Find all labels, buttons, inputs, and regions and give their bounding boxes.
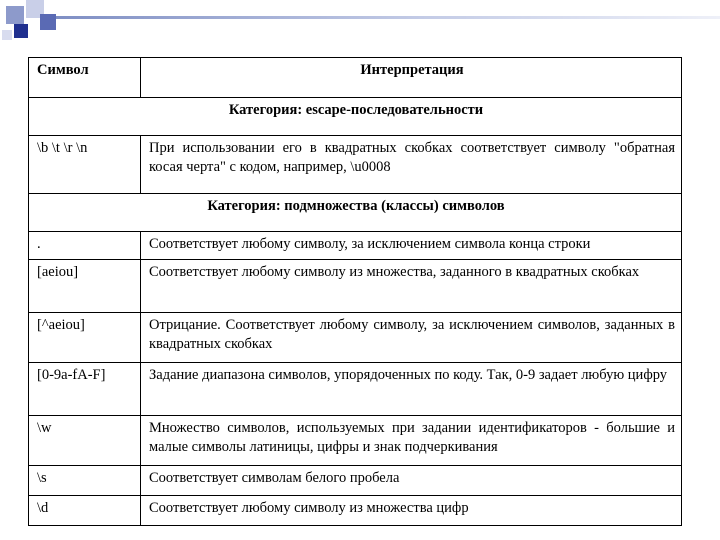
table-header-row — [29, 58, 682, 98]
row-symbol: \d — [29, 496, 141, 526]
row-description: Соответствует любому символу, за исключением символа конца строки — [141, 232, 682, 260]
row-description: Соответствует любому символу из множества цифр — [141, 496, 682, 526]
row-symbol: [^aeiou] — [29, 313, 141, 363]
ornament-square — [40, 14, 56, 30]
ornament-square — [2, 30, 12, 40]
category-row — [29, 98, 682, 136]
table-row — [29, 313, 682, 363]
header-interpretation: Интерпретация — [141, 58, 682, 98]
row-symbol: [0-9a-fA-F] — [29, 363, 141, 416]
row-description: Множество символов, используемых при задании идентификаторов - большие и малые символы латиницы, цифры и знак подчеркивания — [141, 416, 682, 466]
row-symbol: \s — [29, 466, 141, 496]
row-symbol: [aeiou] — [29, 260, 141, 313]
table-row — [29, 496, 682, 526]
table-row — [29, 136, 682, 194]
row-symbol: . — [29, 232, 141, 260]
table-row — [29, 232, 682, 260]
row-description: Задание диапазона символов, упорядоченных по коду. Так, 0-9 задает любую цифру — [141, 363, 682, 416]
row-symbol: \w — [29, 416, 141, 466]
row-description: Соответствует символам белого пробела — [141, 466, 682, 496]
row-description: Отрицание. Соответствует любому символу, за исключением символов, заданных в квадратных скобках — [141, 313, 682, 363]
row-symbol: \b \t \r \n — [29, 136, 141, 194]
category-row — [29, 194, 682, 232]
regex-symbols-table — [28, 57, 682, 526]
category-title: Категория: escape-последовательности — [29, 98, 682, 136]
category-title: Категория: подмножества (классы) символов — [29, 194, 682, 232]
table-row — [29, 416, 682, 466]
header-symbol: Символ — [29, 58, 141, 98]
row-description: Соответствует любому символу из множества, заданного в квадратных скобках — [141, 260, 682, 313]
table-row — [29, 260, 682, 313]
table-row — [29, 363, 682, 416]
table-row — [29, 466, 682, 496]
row-description: При использовании его в квадратных скобках соответствует символу "обратная косая черта" с кодом, например, \u0008 — [141, 136, 682, 194]
ornament-square — [14, 24, 28, 38]
ornament-square — [6, 6, 24, 24]
ornament-line — [56, 16, 720, 19]
